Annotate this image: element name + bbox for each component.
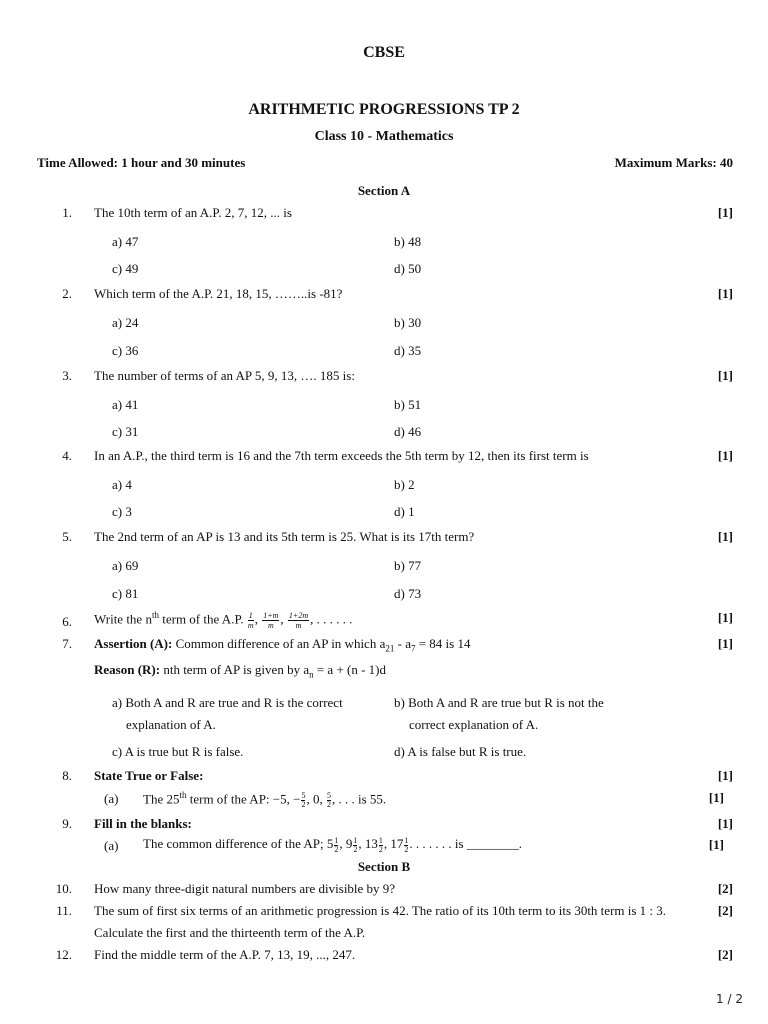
option-b: b) 77 [394, 558, 422, 573]
option-a: a) 69 [112, 558, 139, 573]
sub-question-marks: [1] [708, 837, 724, 852]
maximum-marks: Maximum Marks: 40 [614, 155, 733, 170]
question-number: 7. [62, 636, 72, 651]
option-a-continued: explanation of A. [126, 717, 216, 732]
question-marks: [1] [717, 768, 733, 783]
question-text: The 2nd term of an AP is 13 and its 5th term is 25. What is its 17th term? [94, 529, 475, 544]
question-text: Find the middle term of the A.P. 7, 13, 19, ..., 247. [94, 947, 356, 962]
time-allowed: Time Allowed: 1 hour and 30 minutes [37, 155, 246, 170]
page-number: 1 / 2 [716, 992, 743, 1006]
option-b: b) 51 [394, 397, 422, 412]
option-d: d) A is false but R is true. [394, 744, 527, 759]
option-d: d) 35 [394, 343, 422, 358]
question-marks: [1] [717, 610, 733, 625]
option-a: a) 24 [112, 315, 139, 330]
question-number: 9. [62, 816, 72, 831]
fraction: $\frac{1+m}{m}$ [263, 610, 279, 630]
option-b-continued: correct explanation of A. [409, 717, 539, 732]
question-heading: Fill in the blanks: [94, 816, 192, 831]
paper-subtitle: Class 10 - Mathematics [314, 129, 454, 144]
option-d: d) 1 [394, 504, 415, 519]
question-number: 8. [62, 768, 72, 783]
question-marks: [1] [717, 816, 733, 831]
question-number: 12. [55, 947, 72, 962]
question-number: 4. [62, 448, 72, 463]
section-a-heading: Section A [357, 183, 411, 198]
sub-question-label: (a) [104, 791, 119, 806]
option-d: d) 46 [394, 424, 422, 439]
option-b: b) 48 [394, 234, 422, 249]
option-d: d) 50 [394, 261, 422, 276]
question-number: 11. [56, 903, 72, 918]
question-text: The number of terms of an AP 5, 9, 13, …. 185 is: [94, 368, 355, 383]
option-c: c) 31 [112, 424, 139, 439]
option-a: a) 41 [112, 397, 139, 412]
question-text: How many three-digit natural numbers are divisible by 9? [94, 881, 396, 896]
question-text: The sum of first six terms of an arithmetic progression is 42. The ratio of its 10th term to its 30th term is 1 : 3. [94, 903, 667, 918]
question-number: 1. [62, 205, 72, 220]
question-marks: [2] [717, 947, 733, 962]
sub-question-text: The 25th term of the AP: −5, − $\frac{5}{2}$ , 0, $\frac{5}{2}$ , . . . is 55. [143, 790, 387, 809]
question-marks: [2] [717, 881, 733, 896]
question-heading: State True or False: [94, 768, 204, 783]
fraction: $\frac{1}{2}$ [404, 835, 409, 854]
question-text-continued: Calculate the first and the thirteenth term of the A.P. [94, 925, 366, 940]
option-a: a) Both A and R are true and R is the correct [112, 695, 343, 710]
option-c: c) A is true but R is false. [112, 744, 244, 759]
board-name: CBSE [363, 44, 405, 61]
fraction: $\frac{5}{2}$ [326, 790, 331, 809]
question-text: Write the $n^{th}$ term of the A.P. $\frac{1}{m}$ , $\frac{1+m}{m}$ , $\frac{1+2m}{m}$ , . . . . . . [94, 610, 353, 630]
section-b-heading: Section B [357, 859, 411, 874]
option-d: d) 73 [394, 586, 422, 601]
sub-question-text: The common difference of the AP; 5 $\frac{1}{2}$ , 9 $\frac{1}{2}$ , 13 $\frac{1}{2}$ , 17 $\frac{1}{2}$ . . . . . . . is ________. [143, 835, 523, 854]
question-marks: [1] [717, 368, 733, 383]
fraction: $\frac{1}{2}$ [334, 835, 339, 854]
question-marks: [1] [717, 529, 733, 544]
question-marks: [1] [717, 448, 733, 463]
question-number: 5. [62, 529, 72, 544]
option-b: b) 2 [394, 477, 415, 492]
option-c: c) 49 [112, 261, 139, 276]
reason-text: Reason (R): nth term of AP is given by $a_n = a + (n - 1)d$ [94, 662, 387, 680]
question-text: The 10th term of an A.P. 2, 7, 12, ... is [94, 205, 292, 220]
fraction: $\frac{1}{2}$ [378, 835, 383, 854]
option-a: a) 4 [112, 477, 132, 492]
option-c: c) 36 [112, 343, 139, 358]
fraction: $\frac{1+2m}{m}$ [288, 610, 309, 630]
question-marks: [1] [717, 636, 733, 651]
question-number: 3. [62, 368, 72, 383]
option-b: b) Both A and R are true but R is not the [394, 695, 604, 710]
option-b: b) 30 [394, 315, 422, 330]
assertion-text: Assertion (A): Common difference of an AP in which $a_{21} - a_7 = 84$ is 14 [94, 636, 471, 654]
question-marks: [2] [717, 903, 733, 918]
question-marks: [1] [717, 205, 733, 220]
question-number: 10. [55, 881, 72, 896]
question-text: In an A.P., the third term is 16 and the 7th term exceeds the 5th term by 12, then its first term is [94, 448, 589, 463]
option-c: c) 3 [112, 504, 132, 519]
paper-title: ARITHMETIC PROGRESSIONS TP 2 [248, 101, 520, 118]
option-c: c) 81 [112, 586, 139, 601]
question-number: 2. [62, 286, 72, 301]
sub-question-marks: [1] [708, 790, 724, 805]
option-a: a) 47 [112, 234, 139, 249]
fraction: $\frac{5}{2}$ [301, 790, 306, 809]
question-text: Which term of the A.P. 21, 18, 15, ……..is -81? [94, 286, 343, 301]
sub-question-label: (a) [104, 838, 119, 853]
question-number: 6. [62, 614, 72, 629]
fraction: $\frac{1}{m}$ [247, 610, 254, 630]
question-marks: [1] [717, 286, 733, 301]
fraction: $\frac{1}{2}$ [353, 835, 358, 854]
